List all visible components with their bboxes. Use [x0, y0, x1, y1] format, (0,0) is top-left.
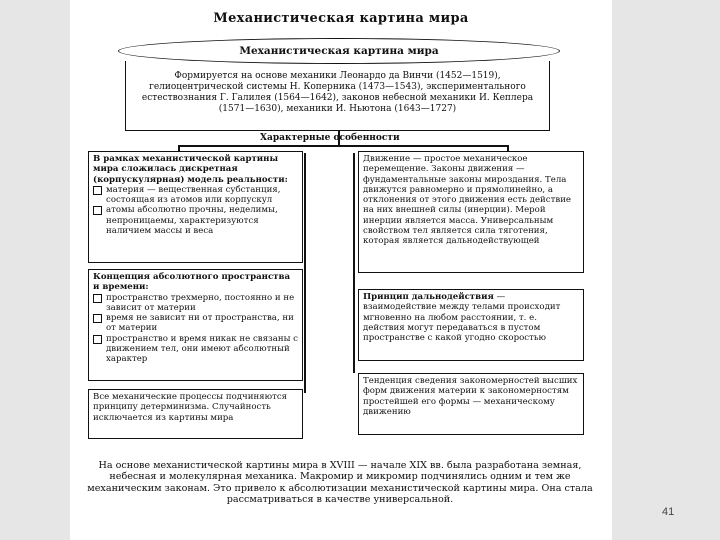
- features-label: Характерные особенности: [260, 133, 400, 143]
- list-item: время не зависит ни от пространства, ни от материи: [93, 313, 298, 334]
- features-underline: [178, 145, 508, 147]
- absolute-space-box: [88, 269, 303, 381]
- long-range-action-text: — взаимодействие между телами происходит мгновенно на любом расстоянии, т. е. действия могут передаваться в пустом пространстве с какой угодно скоростью: [363, 292, 561, 344]
- checkbox-bullet-icon: [93, 206, 102, 215]
- long-range-action-heading: Принцип дальнодействия: [363, 292, 494, 302]
- left-margin-bar: [0, 0, 70, 540]
- checkbox-bullet-icon: [93, 314, 102, 323]
- right-spine: [353, 153, 355, 373]
- left-spine: [304, 153, 306, 393]
- right-margin-bar: [612, 0, 720, 540]
- list-item: пространство и время никак не связаны с движением тел, они имеют абсолютный характер: [93, 334, 298, 365]
- motion-box: [358, 151, 584, 273]
- motion-text: Движение — простое механическое перемещение. Законы движения — фундаментальные законы мироздания. Тела движутся равномерно и прямолинейно, а отклонения от этого движения есть действие на них внешней силы (инерции). Мерой инерции является масса. Универсальным свойством тел является сила тяготения, которая является дальнодействующей: [363, 154, 572, 247]
- determinism-text: Все механические процессы подчиняются принципу детерминизма. Случайность исключается из картины мира: [93, 392, 288, 423]
- page-number: 41: [662, 506, 675, 518]
- main-oval: Механистическая картина мира: [118, 38, 560, 64]
- list-item: атомы абсолютно прочны, неделимы, непроницаемы, характеризуются наличием массы и веса: [93, 205, 298, 236]
- reduction-tendency-box: [358, 373, 584, 435]
- long-range-action-box: [358, 289, 584, 361]
- list-item: материя — вещественная субстанция, состоящая из атомов или корпускул: [93, 185, 298, 206]
- determinism-box: [88, 389, 303, 439]
- absolute-space-heading: Концепция абсолютного пространства и времени:: [93, 272, 291, 293]
- discrete-model-intro: В рамках механистической картины мира сложилась дискретная (корпускулярная) модель реальности:: [93, 154, 288, 185]
- checkbox-bullet-icon: [93, 186, 102, 195]
- checkbox-bullet-icon: [93, 294, 102, 303]
- reduction-tendency-text: Тенденция сведения закономерностей высших форм движения материи к закономерностям простейшей его формы — механическому движению: [363, 376, 578, 417]
- list-item: пространство трехмерно, постоянно и не зависит от материи: [93, 293, 298, 314]
- discrete-model-box: [88, 151, 303, 263]
- conclusion-paragraph: На основе механистической картины мира в XVIII — начале XIX вв. была разработана земная, небесная и молекулярная механика. Макромир и микромир подчинялись одним и тем же механическим законам. Это привело к абсолютизации механистической картины мира. Она стала рассматриваться в качестве универсальной.: [87, 460, 593, 506]
- formation-text: Формируется на основе механики Леонардо да Винчи (1452—1519), гелиоцентрической системы Н. Коперника (1473—1543), экспериментального естествознания Г. Галилея (1564—1642), законов небесной механики И. Кеплера (1571—1630), механики И. Ньютона (1643—1727): [141, 71, 534, 114]
- formation-box: [125, 61, 550, 131]
- slide-page: [70, 5, 612, 530]
- checkbox-bullet-icon: [93, 335, 102, 344]
- page-title: Механистическая картина мира: [213, 11, 469, 26]
